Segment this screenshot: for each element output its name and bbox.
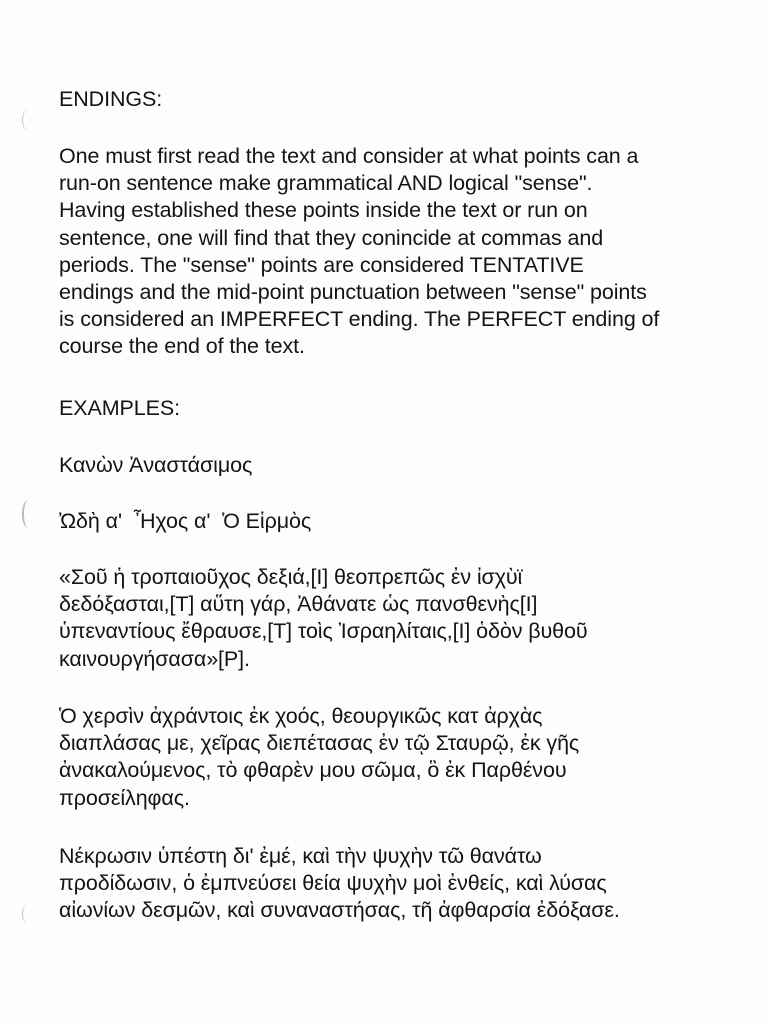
explanation-paragraph [59, 143, 739, 361]
stanza-line: Νέκρωσιν ὑπέστη δι' ἐμέ, καὶ τὴν ψυχὴν τῶ θανάτω [59, 844, 542, 868]
stanza-line: αἰωνίων δεσμῶν, καὶ συναναστήσας, τῆ ἀφθαρσία ἐδόξασε. [59, 898, 620, 923]
stanza-line: ἀνακαλούμενος, τὸ φθαρὲν μου σῶμα, ὃ ἐκ Παρθένου [59, 758, 567, 783]
hymn-line: δεδόξασται,[T] αὕτη γάρ, Ἀθάνατε ὡς πανσθενὴς[I] [59, 592, 538, 617]
examples-heading [59, 395, 739, 422]
stanza-line: Ὁ χερσὶν ἀχράντοις ἐκ χοός, θεουργικῶς κατ ἀρχὰς [59, 704, 543, 728]
paragraph-line: run-on sentence make grammatical AND logical "sense". [59, 171, 593, 196]
paragraph-line: endings and the mid-point punctuation between "sense" points [59, 280, 647, 305]
paragraph-line: Having established these points inside the text or run on [59, 198, 588, 223]
paragraph-line: sentence, one will find that they conincide at commas and [59, 225, 604, 250]
paragraph-line: is considered an IMPERFECT ending. The PERFECT ending of [59, 307, 660, 332]
binding-hole-mark [22, 905, 33, 923]
endings-heading [59, 86, 739, 113]
hymn-line: καινουργήσασα»[P]. [59, 646, 250, 671]
ode-heading-text: Ὠδὴ α' Ἦχος α' Ὁ Εἱρμὸς [59, 509, 312, 533]
canon-title [59, 452, 739, 479]
binding-hole-mark [22, 110, 33, 130]
paragraph-line: course the end of the text. [59, 334, 305, 359]
heading-text: ENDINGS: [59, 87, 163, 111]
paragraph-line: One must first read the text and consider at what points can a [59, 144, 639, 168]
troparion-stanza-2 [59, 703, 739, 812]
hymn-line: ὑπεναντίους ἔθραυσε,[T] τοὶς Ἰσραηλίταις,[I] ὁδὸν βυθοῦ [59, 619, 588, 644]
hymn-line: «Σοῦ ἡ τροπαιοῦχος δεξιά,[I] θεοπρεπῶς ἐν ἰσχὺϊ [59, 565, 523, 589]
ode-heading [59, 508, 739, 535]
canon-title-text: Κανὼν Ἀναστάσιμος [59, 453, 253, 477]
stanza-line: προσείληφας. [59, 785, 190, 810]
examples-heading-text: EXAMPLES: [59, 396, 180, 420]
paragraph-line: periods. The "sense" points are considered TENTATIVE [59, 252, 584, 277]
binding-hole-mark [22, 500, 34, 528]
hirmos-stanza [59, 564, 739, 673]
stanza-line: διαπλάσας με, χεῖρας διεπέτασας ἐν τῷ Σταυρῷ, ἐκ γῆς [59, 731, 580, 756]
troparion-stanza-3 [59, 843, 739, 925]
stanza-line: προδίδωσιν, ὁ ἐμπνεύσει θεία ψυχὴν μοὶ ἐνθείς, καὶ λύσας [59, 871, 607, 896]
